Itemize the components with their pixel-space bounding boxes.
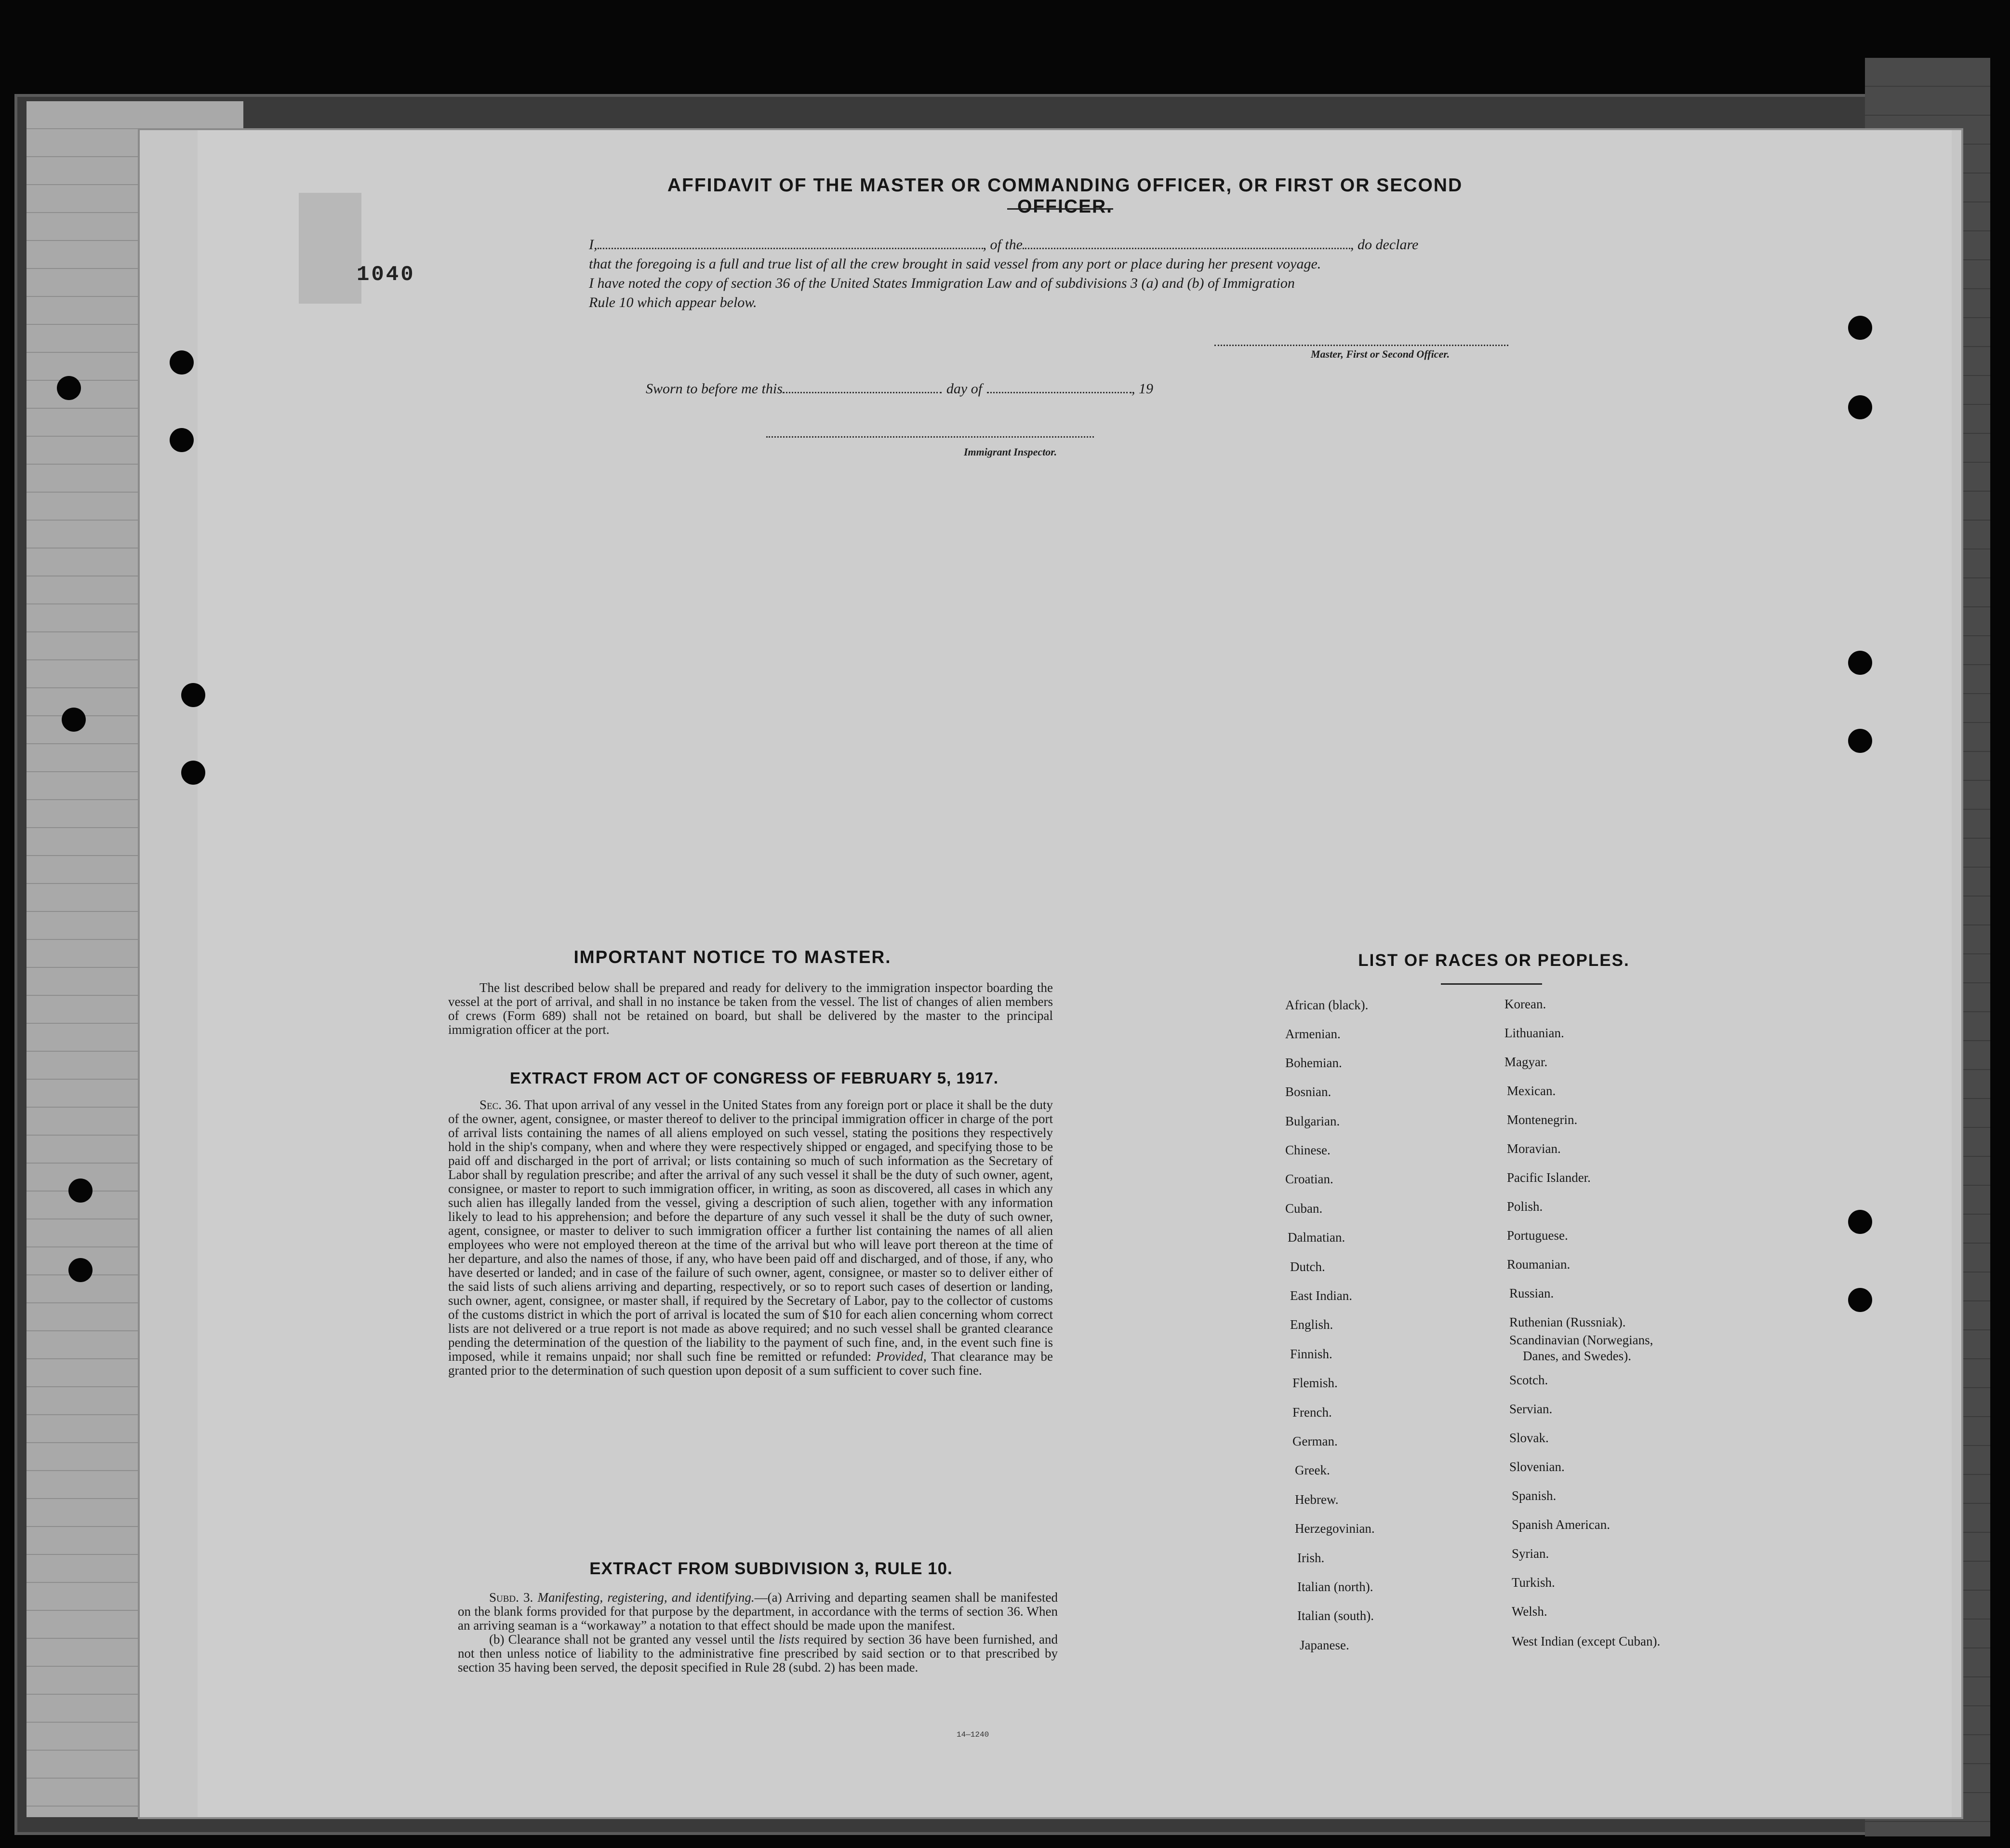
race-item: Cuban. xyxy=(1285,1201,1323,1216)
punch-hole xyxy=(1848,1210,1872,1234)
race-item: Danes, and Swedes). xyxy=(1523,1349,1631,1363)
notice-body: The list described below shall be prepared and ready for delivery to the immigration inspector boarding the vessel at the port of arrival, and shall in no instance be taken from the vessel. The list of changes of alien members of crews (Form 689) shall not be retained on board, but shall be delivered by the master to the principal immigration officer at the port. xyxy=(448,980,1053,1037)
punch-hole xyxy=(1848,651,1872,675)
day-field[interactable] xyxy=(783,381,942,393)
act-extract-title: EXTRACT FROM ACT OF CONGRESS OF FEBRUARY 5, 1917. xyxy=(509,1069,999,1087)
race-item: Slovak. xyxy=(1509,1431,1549,1445)
punch-hole xyxy=(1848,1288,1872,1312)
name-field[interactable] xyxy=(598,237,983,249)
race-item: Finnish. xyxy=(1290,1347,1332,1361)
inspector-label: Immigrant Inspector. xyxy=(964,446,1057,458)
subdivision-para-a xyxy=(458,1591,1058,1633)
punch-hole xyxy=(57,376,81,400)
subdivision-para-b xyxy=(458,1633,1058,1674)
punch-hole xyxy=(170,350,194,375)
race-item: Welsh. xyxy=(1512,1604,1547,1619)
punch-hole xyxy=(1848,395,1872,419)
affidavit-of-the: , of the xyxy=(983,237,1023,253)
race-item: Spanish American. xyxy=(1512,1517,1610,1532)
signature-label: Master, First or Second Officer. xyxy=(1311,348,1450,360)
race-item: Spanish. xyxy=(1512,1488,1557,1503)
race-item: African (black). xyxy=(1285,998,1369,1012)
section-tail: That clearance may be granted prior to the determination of such question upon deposit of a sum sufficient to cover such fine. xyxy=(448,1349,1053,1378)
faded-stamp xyxy=(299,193,361,304)
race-item: Moravian. xyxy=(1507,1141,1561,1156)
section-36-text xyxy=(448,1098,1053,1378)
races-title: LIST OF RACES OR PEOPLES. xyxy=(1358,951,1630,970)
affidavit-i: I, xyxy=(589,237,598,253)
race-item: Scandinavian (Norwegians, xyxy=(1509,1333,1653,1347)
affidavit-line-3: I have noted the copy of section 36 of the United States Immigration Law and of subdivisions 3 (a) and (b) of Immigration xyxy=(589,275,1295,291)
form-code: 14—1240 xyxy=(957,1730,989,1739)
form-number: 1040 xyxy=(357,263,415,287)
affidavit-title: AFFIDAVIT OF THE MASTER OR COMMANDING OFFICER, OR FIRST OR SECOND OFFICER. xyxy=(667,175,1463,217)
race-item: West Indian (except Cuban). xyxy=(1512,1634,1661,1648)
vessel-field[interactable] xyxy=(1023,237,1350,249)
race-item: Dutch. xyxy=(1290,1259,1325,1274)
provided-word: Provided, xyxy=(876,1349,927,1364)
race-item: Polish. xyxy=(1507,1199,1543,1214)
affidavit-line-4: Rule 10 which appear below. xyxy=(589,295,757,310)
race-item: Servian. xyxy=(1509,1402,1553,1416)
punch-hole xyxy=(68,1178,93,1203)
race-item: Bosnian. xyxy=(1285,1085,1331,1099)
declarant-line xyxy=(589,235,1553,254)
race-item: Irish. xyxy=(1297,1551,1325,1565)
race-item: Pacific Islander. xyxy=(1507,1170,1591,1185)
section-label: Sec. 36. xyxy=(479,1098,521,1112)
signature-field[interactable] xyxy=(1214,345,1508,346)
race-item: Portuguese. xyxy=(1507,1228,1568,1243)
affidavit-text xyxy=(589,235,1553,312)
subdivision-a-text: —(a) Arriving and departing seamen shall be manifested on the blank forms provided for that purpose by the department, in accordance with the terms of section 36. When an arriving seaman is a “workaway” a notation to that effect should be made upon the manifest. xyxy=(458,1590,1058,1633)
race-item: Scotch. xyxy=(1509,1373,1548,1387)
race-item: English. xyxy=(1290,1317,1333,1332)
subdivision-b-text-1: (b) Clearance shall not be granted any vessel until the xyxy=(489,1632,775,1647)
punch-hole xyxy=(181,761,205,785)
punch-hole xyxy=(62,708,86,732)
lists-word: lists xyxy=(778,1632,800,1647)
race-item: Herzegovinian. xyxy=(1295,1521,1375,1536)
race-item: Chinese. xyxy=(1285,1143,1331,1157)
subdivision-text xyxy=(458,1591,1058,1674)
race-item: Hebrew. xyxy=(1295,1492,1339,1507)
race-item: Magyar. xyxy=(1504,1055,1548,1069)
punch-hole xyxy=(1848,316,1872,340)
punch-hole xyxy=(181,683,205,707)
notice-title: IMPORTANT NOTICE TO MASTER. xyxy=(573,947,892,967)
sworn-text: Sworn to before me this xyxy=(646,381,783,397)
affidavit-line-2: that the foregoing is a full and true list of all the crew brought in said vessel from any port or place during her present voyage. xyxy=(589,256,1321,272)
race-item: Montenegrin. xyxy=(1507,1112,1578,1127)
race-item: Italian (south). xyxy=(1297,1608,1374,1623)
subdivision-heading: Manifesting, registering, and identifying. xyxy=(537,1590,755,1605)
race-item: Korean. xyxy=(1504,997,1546,1011)
subdivision-label: Subd. 3. xyxy=(489,1590,533,1605)
race-item: Russian. xyxy=(1509,1286,1554,1300)
race-item: Roumanian. xyxy=(1507,1257,1571,1272)
affidavit-do-declare: , do declare xyxy=(1350,237,1419,253)
inspector-signature-field[interactable] xyxy=(766,436,1094,438)
race-item: Mexican. xyxy=(1507,1084,1556,1098)
sworn-line xyxy=(646,381,1153,397)
race-item: French. xyxy=(1292,1405,1332,1419)
race-item: Ruthenian (Russniak). xyxy=(1509,1315,1626,1329)
race-item: Slovenian. xyxy=(1509,1460,1565,1474)
section-body: That upon arrival of any vessel in the United States from any foreign port or place it shall be the duty of the owner, agent, consignee, or master thereof to deliver to the principal immigration officer in charge of the port of arrival lists containing the names of all aliens employed on such vessel, stating the positions they respectively hold in the ship's company, when and where they were respectively shipped or engaged, and specifying those to be paid off and discharged in the port of arrival; or lists containing so much of such information as the Secretary of Labor shall by regulation prescribe; and after the arrival of any such vessel it shall be the duty of such owner, agent, consignee, or master to report to such immigration officer, in writing, as soon as discovered, all cases in which any such alien has illegally landed from the vessel, giving a description of such alien, together with any information likely to lead to his apprehension; and before the departure of any such vessel it shall be the duty of such owner, agent, consignee, or master to deliver to such immigration officer a further list containing the names of all alien employees who were not employed thereon at the time of the arrival but who will leave port thereon at the time of her departure, and also the names of those, if any, who have been paid off and discharged, and of those, if any, who have deserted or landed; and in case of the failure of such owner, agent, consignee, or master so to deliver either of the said lists of such aliens arriving and departing, respectively, or so to report such cases of desertion or landing, such owner, agent, consignee, or master shall, if required by the Secretary of Labor, pay to the collector of customs of the customs district in which the port of arrival is located the sum of $10 for each alien concerning whom correct lists are not delivered or a true report is not made as above required; and no such vessel shall be granted clearance pending the determination of the question of the liability to the payment of such fine, and, in the event such fine is imposed, while it remains unpaid; nor shall such fine be remitted or refunded: xyxy=(448,1098,1053,1364)
race-item: Croatian. xyxy=(1285,1172,1333,1186)
race-item: Italian (north). xyxy=(1297,1580,1373,1594)
race-item: Greek. xyxy=(1295,1463,1330,1477)
race-item: Flemish. xyxy=(1292,1376,1338,1390)
month-field[interactable] xyxy=(987,381,1131,393)
punch-hole xyxy=(1848,729,1872,753)
race-item: Armenian. xyxy=(1285,1027,1341,1041)
subdivision-title: EXTRACT FROM SUBDIVISION 3, RULE 10. xyxy=(589,1559,953,1578)
race-item: Bulgarian. xyxy=(1285,1114,1340,1128)
race-item: German. xyxy=(1292,1434,1338,1448)
races-title-rule xyxy=(1441,983,1542,985)
punch-hole xyxy=(170,428,194,452)
year-prefix: , 19 xyxy=(1131,381,1154,397)
race-item: Turkish. xyxy=(1512,1575,1555,1590)
title-rule xyxy=(1007,208,1113,210)
race-item: Syrian. xyxy=(1512,1546,1549,1561)
day-of-text: day of xyxy=(946,381,983,397)
race-item: Lithuanian. xyxy=(1504,1026,1564,1040)
race-item: Dalmatian. xyxy=(1288,1230,1345,1245)
race-item: Bohemian. xyxy=(1285,1056,1342,1070)
punch-hole xyxy=(68,1258,93,1282)
subdivision-b-text-2: required by section 36 have been furnished, and not then unless notice of liability to the administrative fine prescribed by said section or to that prescribed by section 35 having been served, the deposit specified in Rule 28 (subd. 2) has been made. xyxy=(458,1632,1058,1674)
race-item: Japanese. xyxy=(1300,1638,1349,1652)
race-item: East Indian. xyxy=(1290,1288,1352,1303)
